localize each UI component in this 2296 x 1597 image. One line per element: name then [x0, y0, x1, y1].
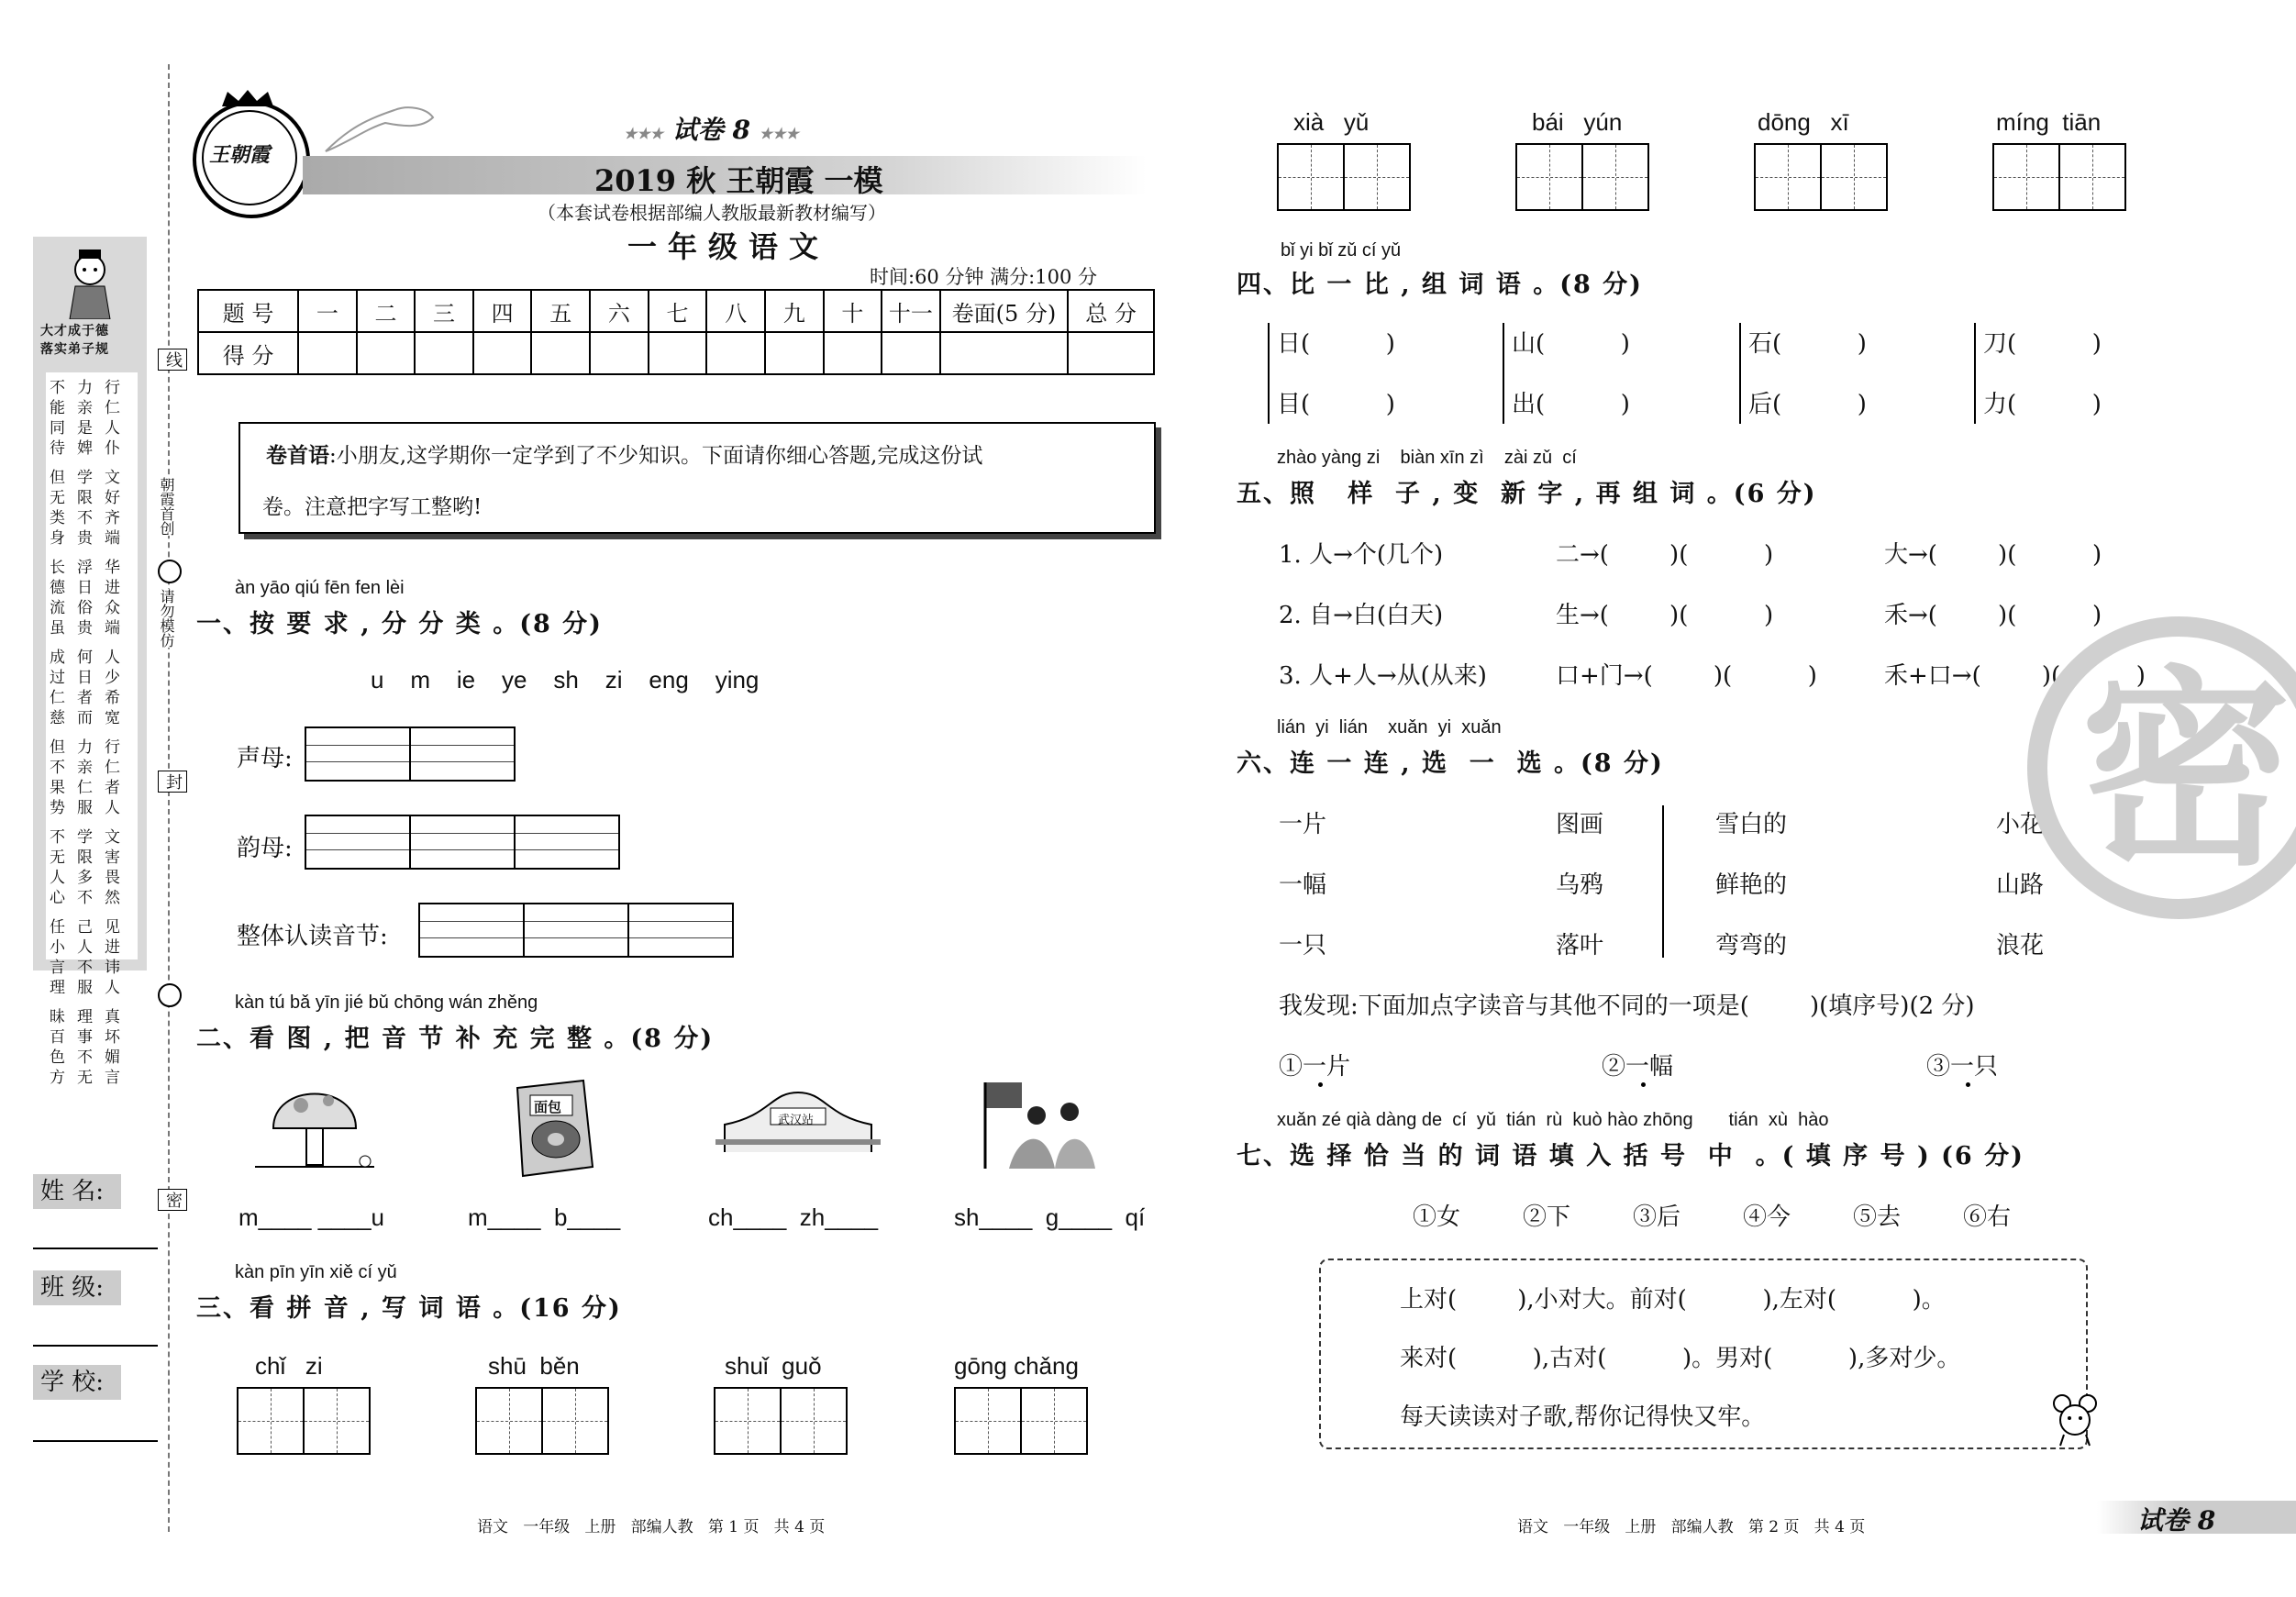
compare-item[interactable]: 后( ): [1748, 391, 1867, 418]
match-item[interactable]: 弯弯的: [1715, 932, 1788, 959]
class-label: 班 级:: [33, 1270, 121, 1305]
score-header-cell: 六: [590, 290, 649, 332]
match-item[interactable]: 乌鸦: [1556, 871, 1604, 899]
smiley-icon: [158, 560, 182, 583]
grid-gongchang[interactable]: [954, 1387, 1088, 1455]
poem-line: 成过仁慈: [50, 649, 66, 727]
section5-pinyin: zhào yàng zi biàn xīn zì zài zǔ cí: [1277, 448, 1577, 468]
poem-group: [50, 558, 134, 638]
poem-line: 何日者而: [77, 649, 94, 727]
match-item[interactable]: 图画: [1556, 811, 1604, 838]
poem-group: [50, 1007, 134, 1088]
bread-label: 面包: [534, 1099, 562, 1115]
example-item: 1. 人→个(几个): [1279, 541, 1444, 569]
pair-bracket: [1974, 323, 1976, 424]
word-choice: ④今: [1743, 1203, 1791, 1231]
emphasis-dot: [1318, 1082, 1323, 1087]
score-cell[interactable]: [765, 332, 824, 374]
initials-label: 声母:: [237, 745, 293, 772]
compare-item[interactable]: 力( ): [1983, 391, 2102, 418]
score-row-label: 得 分: [198, 332, 298, 374]
grid-xiayu[interactable]: [1277, 143, 1411, 211]
section6-pinyin: lián yi lián xuǎn yi xuǎn: [1277, 717, 1502, 738]
motto-line-1: 大才成于德: [40, 324, 109, 338]
crown-icon: [220, 88, 275, 108]
station-label: 武汉站: [778, 1114, 815, 1127]
section6-title: 六、连 一 连 , 选 一 选 。(8 分): [1237, 749, 1664, 778]
finals-boxes[interactable]: [305, 815, 620, 870]
score-cell[interactable]: [882, 332, 940, 374]
answer-item[interactable]: 二→( )( ): [1556, 541, 1774, 569]
cut-mark-line: 线: [158, 349, 187, 371]
match-item[interactable]: 鲜艳的: [1715, 871, 1788, 899]
poem-line: 不能同待: [50, 379, 66, 458]
footer-page-2: 语文 一年级 上册 部编人教 第 2 页 共 4 页: [1517, 1518, 1866, 1536]
section2-title: 二、看 图 , 把 音 节 补 充 完 整 。(8 分): [196, 1025, 715, 1053]
poem-line: 力亲仁服: [77, 738, 94, 817]
grid-baiyun[interactable]: [1515, 143, 1649, 211]
scholar-figure: [57, 246, 123, 319]
poem-line: 学限不贵: [77, 469, 94, 548]
word-choice: ⑤去: [1853, 1203, 1902, 1231]
series-label: ★★★ 试卷 8 ★★★: [624, 115, 799, 145]
score-header-cell: 一: [298, 290, 357, 332]
discovery-question: 我发现:下面加点字读音与其他不同的一项是( )(填序号)(2 分): [1279, 993, 1975, 1020]
score-cell[interactable]: [415, 332, 473, 374]
poem-line: 行仁人仆: [105, 379, 121, 458]
word-choice: ③后: [1633, 1203, 1681, 1231]
poem-line: 浮日俗贵: [77, 559, 94, 638]
word-chizi: chǐ zi: [255, 1352, 323, 1380]
poem-group: [50, 917, 134, 998]
flag-raising-picture: [982, 1079, 1110, 1170]
section4-title: 四、比 一 比 , 组 词 语 。(8 分): [1237, 271, 1643, 299]
blank-flag[interactable]: sh____ g____ qí: [954, 1203, 1146, 1231]
match-item[interactable]: 一只: [1279, 932, 1327, 959]
option-1[interactable]: ①一片: [1279, 1053, 1351, 1081]
mushroom-picture: [246, 1073, 383, 1174]
poem-group: [50, 378, 134, 459]
word-gongchang: gōng chǎng: [954, 1352, 1079, 1380]
section1-title: 一、按 要 求 , 分 分 类 。(8 分): [196, 610, 603, 638]
example-item: 2. 自→白(白天): [1279, 602, 1444, 629]
whole-syllables-boxes[interactable]: [418, 903, 734, 958]
emphasis-dot: [1966, 1082, 1970, 1087]
option-2[interactable]: ②一幅: [1602, 1053, 1674, 1081]
score-header-cell: 卷面(5 分): [940, 290, 1068, 332]
bread-bag-picture: [510, 1079, 598, 1178]
poem-line: 文害畏然: [105, 828, 121, 907]
poem-line: 真坏媚言: [105, 1008, 121, 1087]
ribbon-bow-icon: [321, 101, 440, 156]
answer-item[interactable]: 口+门→( )( ): [1556, 662, 1817, 690]
score-cell[interactable]: [357, 332, 416, 374]
match-item[interactable]: 山路: [1996, 871, 2045, 899]
preface-text: 卷首语:小朋友,这学期你一定学到了不少知识。下面请你细心答题,完成这份试: [266, 443, 983, 468]
poem-line: 力亲是婢: [77, 379, 94, 458]
grid-shuben[interactable]: [475, 1387, 609, 1455]
smiley-icon: [158, 983, 182, 1007]
score-table: [197, 289, 1155, 375]
grid-shuiguo[interactable]: [714, 1387, 848, 1455]
word-shuiguo: shuǐ guǒ: [725, 1352, 822, 1380]
name-field[interactable]: [33, 1248, 158, 1249]
school-label: 学 校:: [33, 1365, 121, 1400]
word-choice: ⑥右: [1963, 1203, 2012, 1231]
poem-grid: [46, 372, 138, 1087]
poem-group: [50, 648, 134, 728]
compare-item[interactable]: 刀( ): [1983, 330, 2102, 358]
cut-mark-seal: 封: [158, 771, 187, 793]
score-input-row: [198, 332, 1154, 374]
score-cell[interactable]: [940, 332, 1068, 374]
blank-station[interactable]: ch____ zh____: [708, 1203, 879, 1231]
score-header-cell: 三: [415, 290, 473, 332]
score-header-cell: 五: [531, 290, 590, 332]
compare-item[interactable]: 石( ): [1748, 330, 1867, 358]
station-picture: [715, 1088, 881, 1161]
score-header-cell: 十: [824, 290, 882, 332]
poem-line: 不无人心: [50, 828, 66, 907]
pair-bracket: [1268, 323, 1270, 424]
pair-bracket: [1503, 323, 1504, 424]
poem-line: 但无类身: [50, 469, 66, 548]
score-cell[interactable]: [298, 332, 357, 374]
match-item[interactable]: 雪白的: [1715, 811, 1788, 838]
cut-mark-secret: 密: [158, 1189, 187, 1211]
finals-label: 韵母:: [237, 835, 293, 862]
poem-line: 华进众端: [105, 559, 121, 638]
poem-line: 文好齐端: [105, 469, 121, 548]
compare-item[interactable]: 日( ): [1277, 330, 1395, 358]
match-item[interactable]: 小花: [1996, 811, 2045, 838]
match-item[interactable]: 落叶: [1556, 932, 1604, 959]
mouse-icon: [2051, 1392, 2101, 1447]
motto-line-2: 落实弟子规: [40, 342, 109, 357]
word-dongxi: dōng xī: [1758, 108, 1849, 136]
exam-title: 2019 秋 王朝霞 一模: [594, 163, 883, 198]
poem-line: 见进讳人: [105, 918, 121, 997]
grid-chizi[interactable]: [237, 1387, 371, 1455]
stamp-character: 密: [2080, 647, 2292, 894]
score-header-cell: 九: [765, 290, 824, 332]
poem-line: 任小言理: [50, 918, 66, 997]
preface-text-2: 卷。注意把字写工整哟!: [262, 495, 482, 519]
section3-pinyin: kàn pīn yīn xiě cí yǔ: [235, 1262, 397, 1282]
compare-item[interactable]: 出( ): [1512, 391, 1630, 418]
section5-title: 五、照 样 子 , 变 新 字 , 再 组 词 。(6 分): [1237, 480, 1817, 508]
time-info: 时间:60 分钟 满分:100 分: [870, 266, 1097, 288]
answer-item[interactable]: 禾→( )( ): [1884, 602, 2102, 629]
word-shuben: shū běn: [488, 1352, 580, 1380]
initials-boxes[interactable]: [305, 726, 516, 782]
word-mingtian: míng tiān: [1996, 108, 2102, 136]
poem-line: 但不果势: [50, 738, 66, 817]
emphasis-dot: [1641, 1082, 1646, 1087]
score-header-label: 题 号: [198, 290, 298, 332]
section4-pinyin: bǐ yi bǐ zǔ cí yǔ: [1281, 240, 1402, 261]
score-header-cell: 七: [649, 290, 707, 332]
score-cell[interactable]: [824, 332, 882, 374]
poem-line: 昧百色方: [50, 1008, 66, 1087]
match-item[interactable]: 浪花: [1996, 932, 2045, 959]
blank-bread[interactable]: m____ b____: [468, 1203, 621, 1231]
blank-mushroom[interactable]: m____ ____u: [238, 1203, 385, 1231]
grid-mingtian[interactable]: [1992, 143, 2126, 211]
word-choice: ②下: [1523, 1203, 1571, 1231]
score-cell[interactable]: [473, 332, 532, 374]
poem-line: 己人不服: [77, 918, 94, 997]
example-item: 3. 人+人→从(从来): [1279, 662, 1487, 690]
score-header-cell: 四: [473, 290, 532, 332]
section1-pinyin: àn yāo qiú fēn fen lèi: [235, 578, 405, 598]
section7-title: 七、选 择 恰 当 的 词 语 填 入 括 号 中 。( 填 序 号 ) (6 分): [1237, 1142, 2024, 1170]
poem-group: [50, 827, 134, 908]
couplet-line-2: 来对( ),古对( )。男对( ),多对少。: [1400, 1345, 1961, 1372]
school-field[interactable]: [33, 1440, 158, 1442]
whole-syllables-label: 整体认读音节:: [237, 923, 388, 950]
couplet-line-3: 每天读读对子歌,帮你记得快又牢。: [1400, 1403, 1766, 1431]
poem-line: 学限多不: [77, 828, 94, 907]
preface-box: [238, 422, 1156, 534]
compare-item[interactable]: 目( ): [1277, 391, 1395, 418]
subject-title: 一年级语文: [627, 229, 830, 264]
answer-item[interactable]: 大→( )( ): [1884, 541, 2102, 569]
star-icon: ★★★: [759, 125, 799, 142]
poem-line: 人少希宽: [105, 649, 121, 727]
section7-pinyin: xuǎn zé qià dàng de cí yǔ tián rù kuò hào zhōng tián xù hào: [1277, 1110, 1829, 1130]
score-cell[interactable]: [706, 332, 765, 374]
grid-dongxi[interactable]: [1754, 143, 1888, 211]
poem-line: 理事不无: [77, 1008, 94, 1087]
score-header-cell: 十一: [882, 290, 940, 332]
motto-panel: [33, 237, 147, 1087]
answer-item[interactable]: 生→( )( ): [1556, 602, 1774, 629]
score-cell[interactable]: [531, 332, 590, 374]
word-choice: ①女: [1413, 1203, 1461, 1231]
couplet-line-1: 上对( ),小对大。前对( ),左对( )。: [1400, 1286, 1946, 1314]
score-cell[interactable]: [1068, 332, 1154, 374]
poem-line: 行仁者人: [105, 738, 121, 817]
footer-page-1: 语文 一年级 上册 部编人教 第 1 页 共 4 页: [477, 1518, 826, 1536]
star-icon: ★★★: [624, 125, 664, 142]
match-item[interactable]: 一幅: [1279, 871, 1327, 899]
match-item[interactable]: 一片: [1279, 811, 1327, 838]
compare-item[interactable]: 山( ): [1512, 330, 1630, 358]
poem-group: [50, 738, 134, 818]
section1-letters: u m ie ye sh zi eng ying: [371, 666, 760, 693]
score-header-cell: 八: [706, 290, 765, 332]
binding-line: [168, 64, 170, 1532]
section2-pinyin: kàn tú bǎ yīn jié bǔ chōng wán zhěng: [235, 993, 538, 1013]
brand-logo: [193, 101, 310, 218]
answer-item[interactable]: 禾+口→( )( ): [1884, 662, 2146, 690]
corner-series: 试卷 8: [2137, 1505, 2216, 1536]
score-header-cell: 总 分: [1068, 290, 1154, 332]
name-label: 姓 名:: [33, 1174, 121, 1209]
cut-mark-warning: 请勿模仿: [158, 589, 175, 648]
pair-bracket: [1739, 323, 1741, 424]
word-xiayu: xià yǔ: [1293, 108, 1370, 136]
poem-line: 长德流虽: [50, 559, 66, 638]
option-3[interactable]: ③一只: [1926, 1053, 1999, 1081]
score-cell[interactable]: [649, 332, 707, 374]
word-baiyun: bái yún: [1532, 108, 1623, 136]
section3-title: 三、看 拼 音 , 写 词 语 。(16 分): [196, 1294, 622, 1323]
score-header-cell: 二: [357, 290, 416, 332]
score-header-row: [198, 290, 1154, 332]
cut-mark-brand: 朝霞首创: [158, 477, 175, 536]
poem-group: [50, 468, 134, 549]
exam-subtitle: （本套试卷根据部编人教版最新教材编写）: [538, 202, 886, 224]
logo-text: 王朝霞: [209, 143, 271, 167]
score-cell[interactable]: [590, 332, 649, 374]
class-field[interactable]: [33, 1345, 158, 1347]
column-divider: [1662, 805, 1664, 958]
